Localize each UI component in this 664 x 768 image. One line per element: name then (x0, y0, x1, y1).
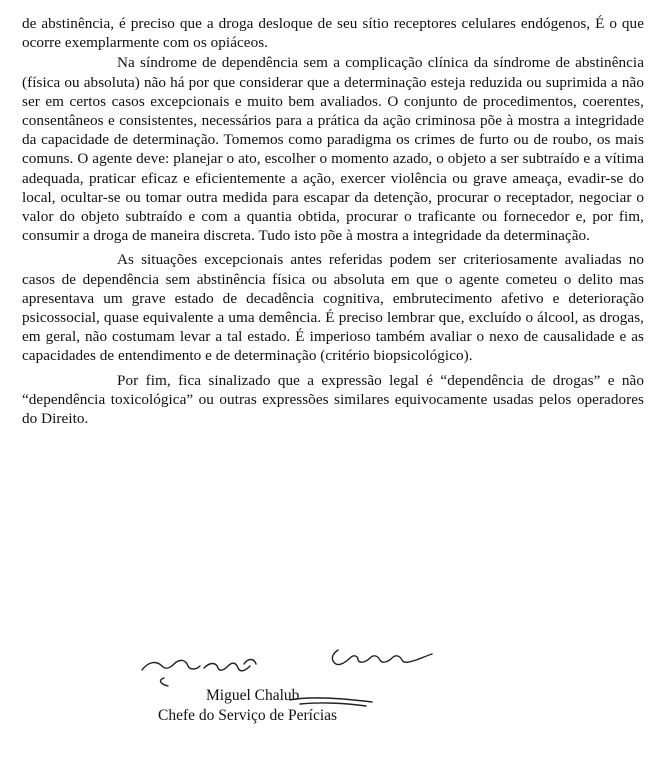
signatory-title: Chefe do Serviço de Perícias (158, 707, 338, 724)
paragraph-3: As situações excepcionais antes referidas podem ser criteriosamente avaliadas no casos de dependência sem abstinência física ou absoluta em que o agente cometeu o delito mas apresentava um grave estado de decadência cognitiva, embrutecimento afetivo e deterioração psicossocial, quase equivalente a uma demência. É preciso lembrar que, excluído o álcool, as drogas, em geral, não costumam levar a tal estado. É imperioso também avaliar o nexo de causalidade e as capacidades de entendimento e de determinação (critério biopsicológico). (22, 251, 644, 365)
document-body (22, 14, 644, 428)
paragraph-4: Por fim, fica sinalizado que a expressão legal é “dependência de drogas” e não “dependência toxicológica” ou outras expressões similares equivocamente usadas pelos operadores do Direito. (22, 371, 644, 428)
signature-block (140, 640, 480, 750)
handwritten-signature-icon (140, 640, 480, 710)
signatory-name: Miguel Chalub (206, 687, 300, 704)
paragraph-2: Na síndrome de dependência sem a complicação clínica da síndrome de abstinência (física ou absoluta) não há por que considerar que a determinação esteja reduzida ou suprimida a não ser em certos casos excepcionais e muito bem avaliados. O conjunto de procedimentos, coerentes, consentâneos e consistentes, necessários para a prática da ação criminosa põe à mostra a integridade da capacidade de determinação. Tomemos como paradigma os crimes de furto ou de roubo, os mais comuns. O agente deve: planejar o ato, escolher o momento azado, o objeto a ser subtraído e a vítima adequada, praticar eficaz e eficientemente a ação, exercer violência ou grave ameaça, evadir-se do local, ocultar-se ou tomar outra medida para escapar da detenção, procurar o receptador, negociar o valor do objeto subtraído e com a quantia obtida, procurar o traficante ou fornecedor e, por fim, consumir a droga de maneira discreta. Tudo isto põe à mostra a integridade da determinação. (22, 54, 644, 245)
paragraph-1: de abstinência, é preciso que a droga desloque de seu sítio receptores celulares endógenos, É o que ocorre exemplarmente com os opiáceos. (22, 15, 644, 52)
